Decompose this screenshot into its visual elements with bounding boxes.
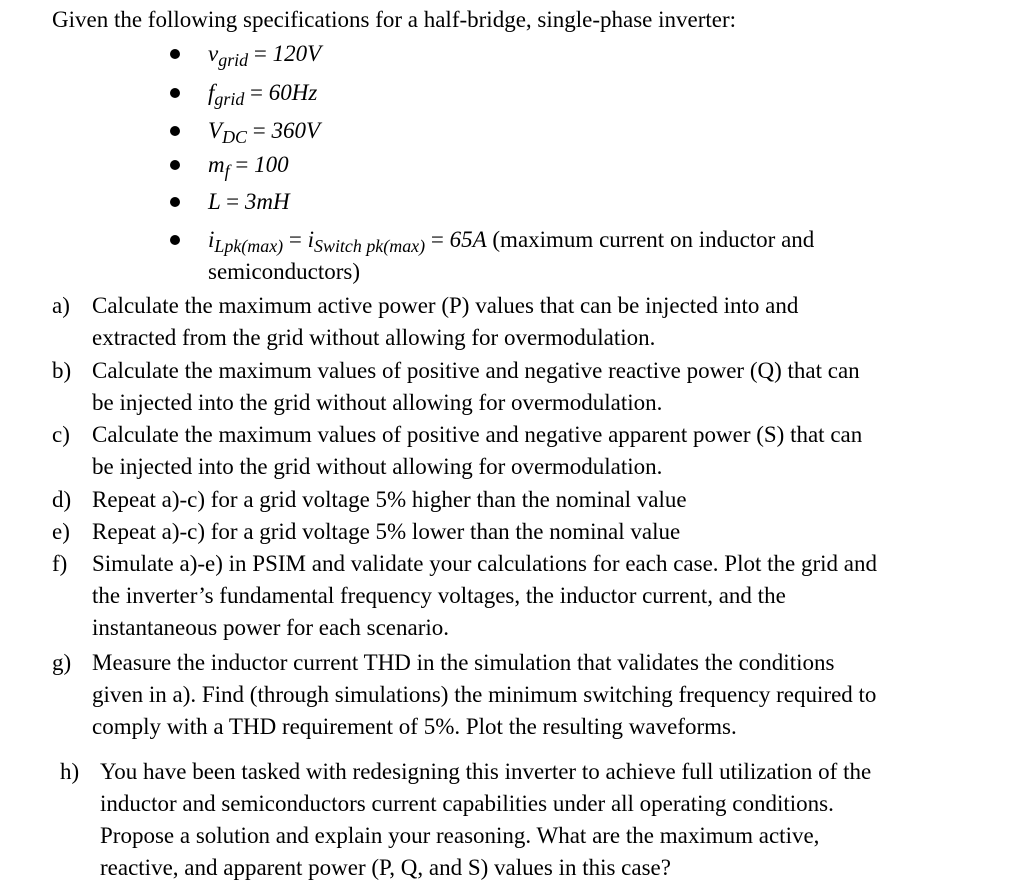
question-label: a) (52, 293, 70, 318)
bullet-icon (170, 197, 180, 207)
question-label: h) (60, 759, 80, 784)
question-text: You have been tasked with redesigning this inverter to achieve full utilization of the inductor and semiconductors current capabilities under all operating conditions. Propose a solution and explain your reasoning. What are the maximum active, reactive, and apparent power (P, Q, and S) values in this case? (100, 759, 872, 880)
question-text: Repeat a)-c) for a grid voltage 5% lower than the nominal value (92, 519, 681, 544)
bullet-icon (170, 88, 180, 98)
question-text: Repeat a)-c) for a grid voltage 5% higher than the nominal value (92, 487, 687, 512)
question-text: Calculate the maximum active power (P) values that can be injected into and extracted from the grid without allowing for overmodulation. (92, 293, 799, 350)
question-label: c) (52, 422, 70, 447)
question-label: f) (52, 551, 68, 576)
spec-vdc-expr: $V_{DC} = 360V$ (208, 118, 321, 148)
question-label: g) (52, 650, 72, 675)
spec-peak-current (0, 224, 1000, 288)
bullet-icon (170, 49, 180, 59)
intro-text: Given the following specifications for a half-bridge, single-phase inverter: (52, 7, 737, 32)
question-text: Measure the inductor current THD in the simulation that validates the conditions given in a). Find (through simulations) the minimum switching frequency required to comply with a THD requirement of 5%. Plot the resulting waveforms. (92, 650, 877, 739)
question-label: b) (52, 358, 72, 383)
spec-peak-current-line1: $i_{Lpk(max)} = i_{Switch pk(max)} = 65A$ (maximum current on inductor and (208, 227, 815, 257)
bullet-icon (170, 235, 180, 245)
spec-peak-current-line2: semiconductors) (208, 259, 361, 284)
spec-vgrid-expr: $v_{grid} = 120V$ (208, 41, 322, 71)
question-label: e) (52, 519, 70, 544)
spec-inductance-expr: L = 3mH (208, 189, 290, 214)
question-label: d) (52, 487, 72, 512)
spec-mf-expr: $m_f = 100$ (208, 152, 289, 182)
spec-fgrid-expr: $f_{grid} = 60Hz$ (208, 80, 318, 110)
question-text: Calculate the maximum values of positive and negative apparent power (S) that can be injected into the grid without allowing for overmodulation. (92, 422, 863, 479)
question-text: Simulate a)-e) in PSIM and validate your calculations for each case. Plot the grid and the inverter’s fundamental frequency voltages, the inductor current, and the instantaneous power for each scenario. (92, 551, 877, 640)
question-text: Calculate the maximum values of positive and negative reactive power (Q) that can be injected into the grid without allowing for overmodulation. (92, 358, 860, 415)
bullet-icon (170, 126, 180, 136)
bullet-icon (170, 160, 180, 170)
